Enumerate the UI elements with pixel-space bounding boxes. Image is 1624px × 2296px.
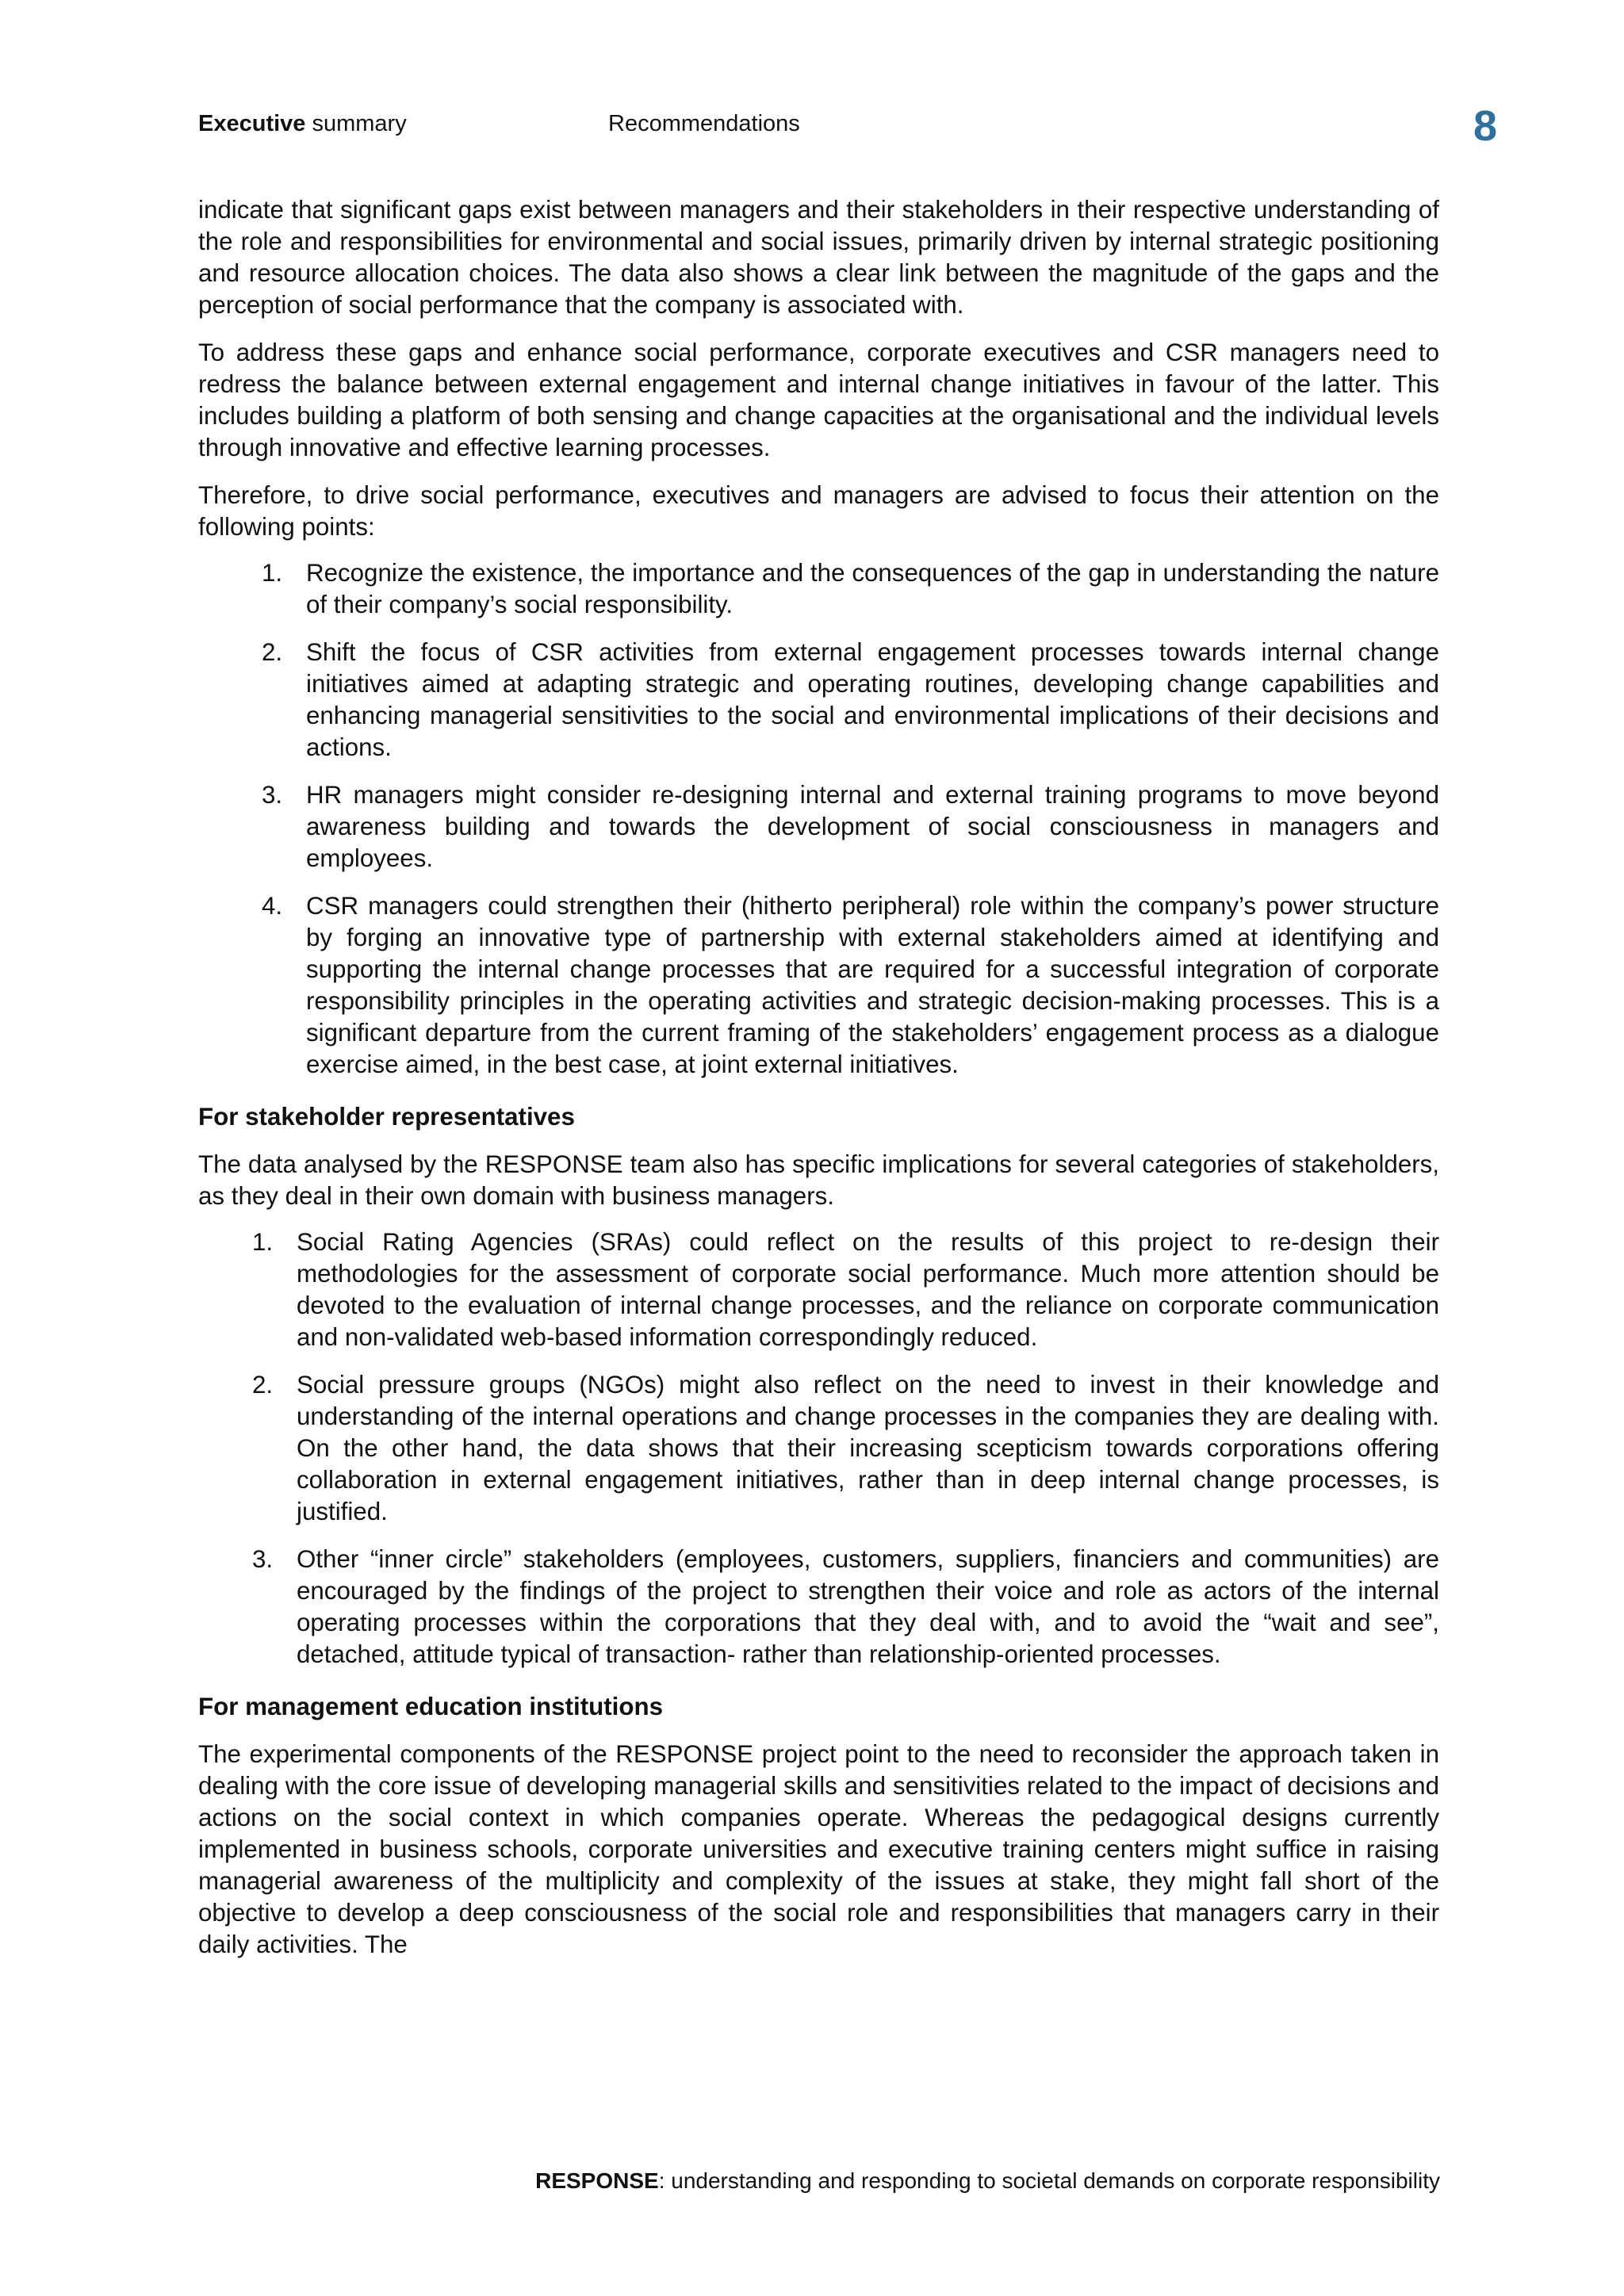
list-item <box>252 1369 1439 1528</box>
list-item-number: 2. <box>252 1371 274 1399</box>
list-item <box>262 637 1439 763</box>
list-item-number: 1. <box>252 1228 274 1256</box>
list-item-text: Recognize the existence, the importance and the consequences of the gap in understanding the nature of their company’s social responsibility. <box>306 559 1439 618</box>
list-item-text: Shift the focus of CSR activities from external engagement processes towards internal change initiatives aimed at adapting strategic and operating routines, developing change capabilities and enhancing managerial sensitivities to the social and environmental implications of their decisions and actions. <box>306 638 1439 761</box>
paragraph-drive-performance: Therefore, to drive social performance, executives and managers are advised to focus their attention on the following points: <box>198 481 1439 541</box>
footer-project-name: RESPONSE <box>535 2168 659 2193</box>
list-item <box>252 1544 1439 1670</box>
paragraph-management-education: The experimental components of the RESPONSE project point to the need to reconsider the approach taken in dealing with the core issue of developing managerial skills and sensitivities related to the impact of decisions and actions on the social context in which companies operate. Whereas the pedagogical designs currently implemented in business schools, corporate universities and executive training centers might suffice in raising managerial awareness of the multiplicity and complexity of the issues at stake, they might fall short of the objective to develop a deep consciousness of the social role and responsibilities that managers carry in their daily activities. The <box>198 1740 1439 1958</box>
list-item-text: Social pressure groups (NGOs) might also reflect on the need to invest in their knowledge and understanding of the internal operations and change processes in the companies they are dealing with. On the other hand, the data shows that their increasing scepticism towards corporations offering collaboration in external engagement initiatives, rather than in deep internal change processes, is justified. <box>297 1371 1439 1525</box>
header-subsection-title: Recommendations <box>608 111 800 136</box>
list-item-number: 2. <box>262 638 283 666</box>
list-item-number: 3. <box>252 1545 274 1573</box>
list-item-number: 1. <box>262 559 283 587</box>
list-item-text: CSR managers could strengthen their (hitherto peripheral) role within the company’s power structure by forging an innovative type of partnership with external stakeholders aimed at identifying and supporting the internal change processes that are required for a successful integration of corporate responsibility principles in the operating activities and strategic decision-making processes. This is a significant departure from the current framing of the stakeholders’ engagement process as a dialogue exercise aimed, in the best case, at joint external initiatives. <box>306 892 1439 1078</box>
heading-management-education: For management education institutions <box>198 1693 663 1720</box>
paragraph-address-gaps: To address these gaps and enhance social performance, corporate executives and CSR managers need to redress the balance between external engagement and internal change initiatives in favour of the latter. This includes building a platform of both sensing and change capacities at the organisational and the individual levels through innovative and effective learning processes. <box>198 339 1439 461</box>
header-section-title <box>198 111 407 137</box>
header-section-bold: Executive <box>198 111 306 136</box>
page-number: 8 <box>1473 102 1497 150</box>
list-item <box>262 557 1439 621</box>
list-item <box>262 779 1439 874</box>
page-body <box>198 194 1439 1976</box>
list-item-text: Social Rating Agencies (SRAs) could reflect on the results of this project to re-design their methodologies for the assessment of corporate social performance. Much more attention should be devoted to the evaluation of internal change processes, and the reliance on corporate communication and non-validated web-based information correspondingly reduced. <box>297 1228 1439 1351</box>
page-header <box>198 102 1497 159</box>
footer-tagline: : understanding and responding to societal demands on corporate responsibility <box>658 2168 1440 2193</box>
list-item-text: Other “inner circle” stakeholders (employees, customers, suppliers, financiers and communities) are encouraged by the findings of the project to strengthen their voice and role as actors of the internal operating processes within the corporations that they deal with, and to avoid the “wait and see”, detached, attitude typical of transaction- rather than relationship-oriented processes. <box>297 1545 1439 1668</box>
page-footer <box>535 2168 1440 2194</box>
paragraph-stakeholders-intro: The data analysed by the RESPONSE team also has specific implications for several categories of stakeholders, as they deal in their own domain with business managers. <box>198 1150 1439 1210</box>
list-item <box>262 890 1439 1081</box>
list-item-text: HR managers might consider re-designing internal and external training programs to move beyond awareness building and towards the development of social consciousness in managers and employees. <box>306 781 1439 872</box>
stakeholder-recommendations-list <box>198 1226 1439 1670</box>
list-item-number: 4. <box>262 892 283 920</box>
paragraph-gaps: indicate that significant gaps exist between managers and their stakeholders in their respective understanding of the role and responsibilities for environmental and social issues, primarily driven by internal strategic positioning and resource allocation choices. The data also shows a clear link between the magnitude of the gaps and the perception of social performance that the company is associated with. <box>198 196 1439 319</box>
list-item-number: 3. <box>262 781 283 809</box>
list-item <box>252 1226 1439 1353</box>
executive-recommendations-list <box>198 557 1439 1081</box>
heading-stakeholder-representatives: For stakeholder representatives <box>198 1103 575 1131</box>
header-section-rest: summary <box>305 111 407 136</box>
